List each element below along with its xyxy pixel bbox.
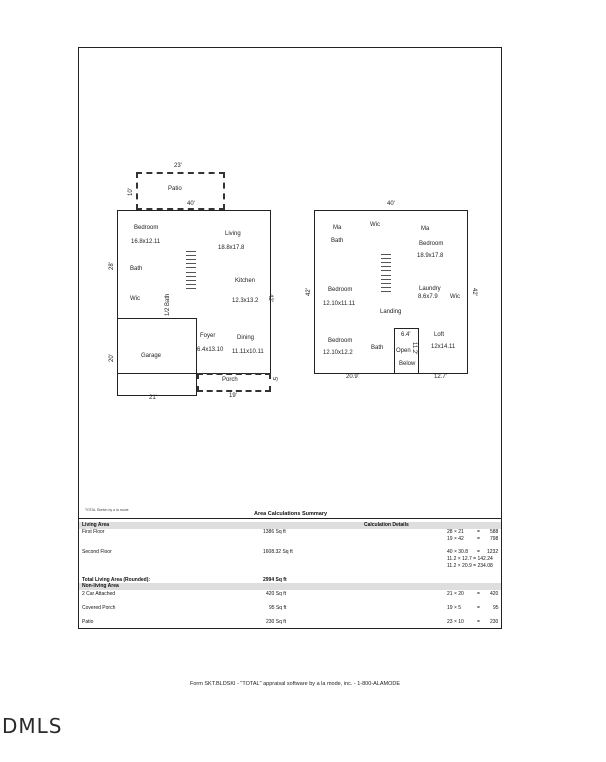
room-ma-bath-2: Bath xyxy=(331,238,344,244)
nonliving-patio-area: 230 Sq ft xyxy=(266,619,287,625)
room-bedroom-b-label: Bedroom xyxy=(328,338,353,344)
second-floor-label: Second Floor xyxy=(82,549,112,555)
room-dining-label: Dining xyxy=(237,335,255,341)
nonliving-area-header: Non-living Area xyxy=(82,583,119,589)
form-footer: Form SKT.BLDSKI - "TOTAL" appraisal software by a la mode, inc. - 1-800-ALAMODE xyxy=(190,681,401,687)
nonliving-garage-res: 420 xyxy=(490,591,499,597)
dim-porch-bottom: 19' xyxy=(229,393,237,399)
room-loft-label: Loft xyxy=(434,332,445,338)
first-floor-calc-1-res: 588 xyxy=(490,529,499,535)
nonliving-porch-res: 95 xyxy=(493,605,499,611)
room-garage-label: Garage xyxy=(141,353,162,359)
room-wic-top: Wic xyxy=(370,222,380,228)
dim-second-left: 42' xyxy=(306,288,312,296)
dim-second-bottom-right: 12.7' xyxy=(434,374,447,380)
room-patio: Patio xyxy=(168,186,182,192)
nonliving-porch-label: Covered Porch xyxy=(82,605,116,611)
living-area-header: Living Area xyxy=(82,522,110,528)
second-floor-calc-2: 11.2 × 12.7 = 142.24 xyxy=(447,556,493,562)
dim-second-top: 40' xyxy=(387,201,395,207)
nonliving-garage-eq: = xyxy=(477,591,480,597)
first-floor-calc-1-eq: = xyxy=(477,529,480,535)
room-half-bath-label: 1/2 Bath xyxy=(165,293,171,316)
nonliving-patio-label: Patio xyxy=(82,619,94,625)
sketch-page xyxy=(78,47,502,629)
first-floor-stairs xyxy=(186,251,196,289)
first-floor-label: First Floor xyxy=(82,529,105,535)
second-floor-calc-1: 40 × 30.8 xyxy=(447,549,468,555)
first-floor-calc-1: 28 × 21 xyxy=(447,529,464,535)
second-floor-stairs xyxy=(381,254,391,292)
second-floor-calc-3: 11.2 × 20.9 = 234.08 xyxy=(447,563,493,569)
first-floor-calc-2-res: 798 xyxy=(490,536,499,542)
area-summary-title: Area Calculations Summary xyxy=(254,511,328,517)
sketch-credit: TOTAL Sketch by a la mode xyxy=(85,508,129,512)
dim-second-right: 42' xyxy=(471,288,477,296)
second-floor-area: 1608.32 Sq ft xyxy=(263,549,293,555)
room-ma-bed-size: 18.9x17.8 xyxy=(417,253,444,259)
dim-garage-bottom: 21' xyxy=(149,395,157,401)
calc-details-header: Calculation Details xyxy=(364,522,409,528)
room-living-label: Living xyxy=(225,231,241,237)
room-bedroom-a-size: 12.10x11.11 xyxy=(323,301,356,307)
room-foyer-size: 6.4x13.10 xyxy=(197,347,224,353)
dim-porch-side: 5' xyxy=(271,377,277,382)
dim-patio-top: 23' xyxy=(174,163,182,169)
living-header-band xyxy=(79,522,501,529)
nonliving-header-band xyxy=(79,583,501,590)
room-bath-label-2: Bath xyxy=(371,345,384,351)
room-kitchen-label: Kitchen xyxy=(235,278,256,284)
room-dining-size: 11.11x10.11 xyxy=(232,349,264,355)
nonliving-garage-label: 2 Car Attached xyxy=(82,591,116,597)
room-foyer-label: Foyer xyxy=(200,333,216,339)
room-wic-right: Wic xyxy=(450,294,460,300)
room-laundry-size: 8.6x7.9 xyxy=(418,294,438,300)
room-loft-size: 12x14.11 xyxy=(431,344,456,350)
room-kitchen-size: 12.3x13.2 xyxy=(232,298,259,304)
room-laundry-label: Laundry xyxy=(419,286,441,292)
room-bedroom-a-label: Bedroom xyxy=(328,287,353,293)
room-bedroom-size: 16.8x12.11 xyxy=(131,239,161,245)
second-floor-calc-1-eq: = xyxy=(477,549,480,555)
total-living-area: 2994 Sq ft xyxy=(263,577,287,583)
room-porch-label: Porch xyxy=(222,377,238,383)
nonliving-patio-eq: = xyxy=(477,619,480,625)
nonliving-garage-area: 420 Sq ft xyxy=(266,591,287,597)
room-ma-bath-1: Ma xyxy=(333,225,342,231)
nonliving-patio-calc: 23 × 10 xyxy=(447,619,464,625)
room-bedroom-b-size: 12.10x12.2 xyxy=(323,350,353,356)
room-living-size: 18.8x17.8 xyxy=(218,245,245,251)
second-floor-calc-1-res: 1232 xyxy=(487,549,499,555)
room-open-2: Below xyxy=(399,361,416,367)
dim-open-top: 6.4' xyxy=(401,332,411,338)
dim-first-right: 42' xyxy=(267,294,273,302)
dim-first-left-lower: 20' xyxy=(109,354,115,362)
nonliving-garage-calc: 21 × 20 xyxy=(447,591,464,597)
room-wic-label: Wic xyxy=(130,296,140,302)
first-floor-calc-2-eq: = xyxy=(477,536,480,542)
room-ma-bed-1: Ma xyxy=(421,226,430,232)
dim-second-bottom-left: 20.9' xyxy=(346,374,359,380)
room-open-1: Open xyxy=(396,348,411,354)
area-table xyxy=(79,518,501,629)
nonliving-patio-res: 230 xyxy=(490,619,499,625)
nonliving-porch-eq: = xyxy=(477,605,480,611)
dim-patio-side: 10' xyxy=(128,188,134,196)
dim-first-width: 40' xyxy=(187,201,195,207)
dim-open-side: 11.2' xyxy=(411,342,417,355)
first-floor-area: 1386 Sq ft xyxy=(263,529,286,535)
room-bath-label: Bath xyxy=(130,266,143,272)
room-landing-label: Landing xyxy=(380,309,402,315)
dmls-watermark: DMLS xyxy=(2,714,63,738)
nonliving-porch-calc: 19 × 5 xyxy=(447,605,462,611)
nonliving-porch-area: 95 Sq ft xyxy=(269,605,287,611)
dim-first-left-upper: 28' xyxy=(109,262,115,270)
room-ma-bed-2: Bedroom xyxy=(419,241,444,247)
total-living-label: Total Living Area (Rounded): xyxy=(82,577,151,583)
first-floor-calc-2: 19 × 42 xyxy=(447,536,464,542)
room-bedroom-label: Bedroom xyxy=(134,225,159,231)
